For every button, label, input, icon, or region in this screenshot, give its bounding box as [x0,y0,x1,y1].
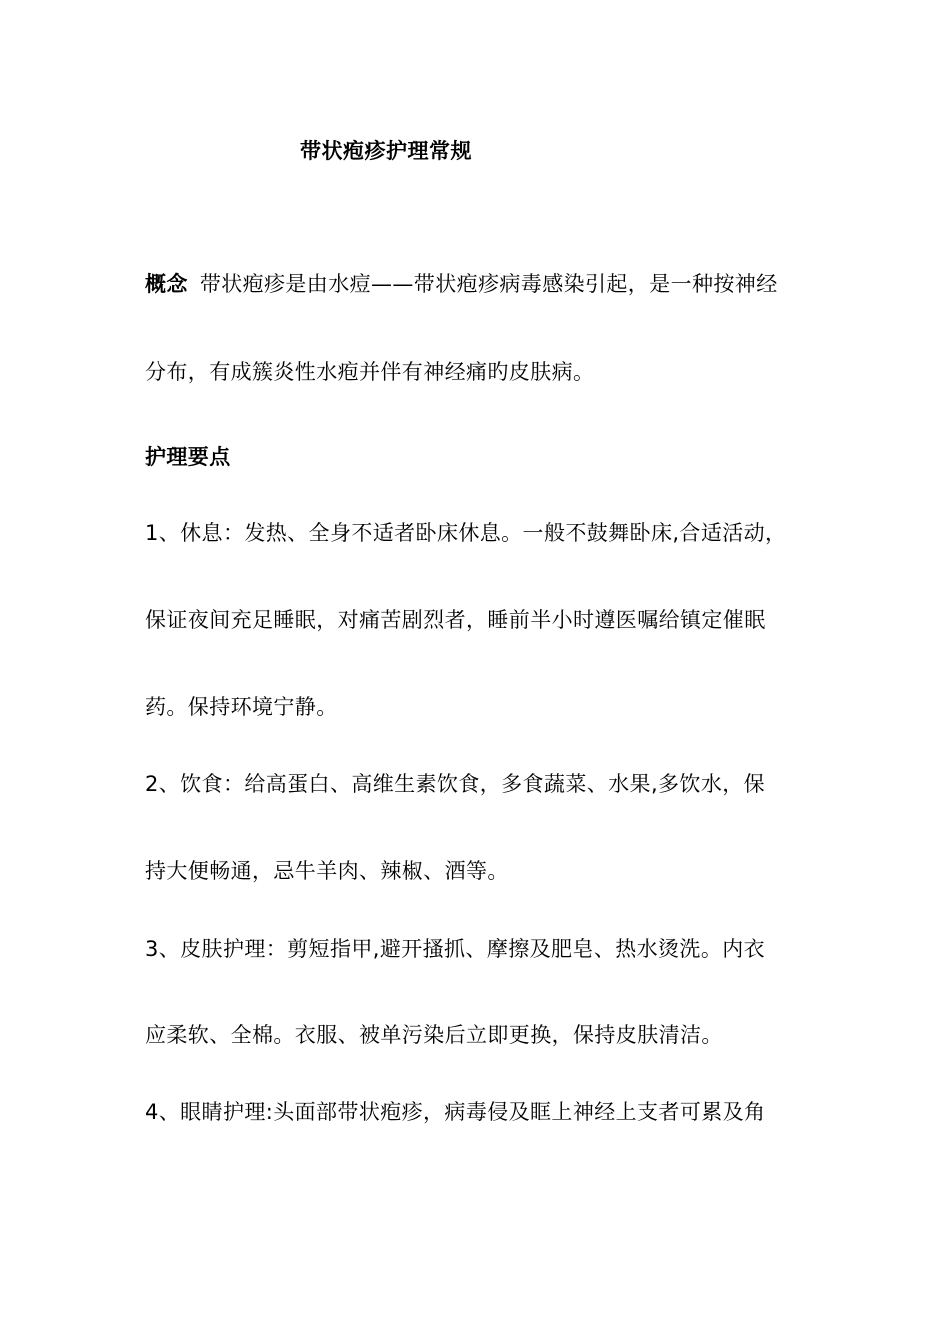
concept-label: 概念 [145,272,188,296]
care-item-4-line-1: 4、眼睛护理:头面部带状疱疹，病毒侵及眶上神经上支者可累及角 [145,1100,766,1124]
care-item-2-line-1: 2、饮食：给高蛋白、高维生素饮食，多食蔬菜、水果,多饮水，保 [145,772,766,796]
care-item-1-line-2: 保证夜间充足睡眠，对痛苦剧烈者，睡前半小时遵医嘱给镇定催眠 [145,608,766,632]
care-item-1-line-1: 1、休息：发热、全身不适者卧床休息。一般不鼓舞卧床,合适活动， [145,521,787,545]
care-item-1-line-3: 药。保持环境宁静。 [145,695,338,719]
care-item-3-line-1: 3、皮肤护理：剪短指甲,避开搔抓、摩擦及肥皂、热水烫洗。内衣 [145,937,766,961]
care-item-2-line-2: 持大便畅通，忌牛羊肉、辣椒、酒等。 [145,859,509,883]
care-item-3-line-2: 应柔软、全棉。衣服、被单污染后立即更换，保持皮肤清洁。 [145,1023,723,1047]
concept-text-1: 带状疱疹是由水痘——带状疱疹病毒感染引起，是一种按神经 [199,272,778,296]
concept-line-2: 分布，有成簇炎性水疱并伴有神经痛旳皮肤病。 [145,360,595,384]
concept-line-1 [145,270,778,298]
document-title: 带状疱疹护理常规 [300,139,472,163]
care-points-heading: 护理要点 [145,445,231,469]
